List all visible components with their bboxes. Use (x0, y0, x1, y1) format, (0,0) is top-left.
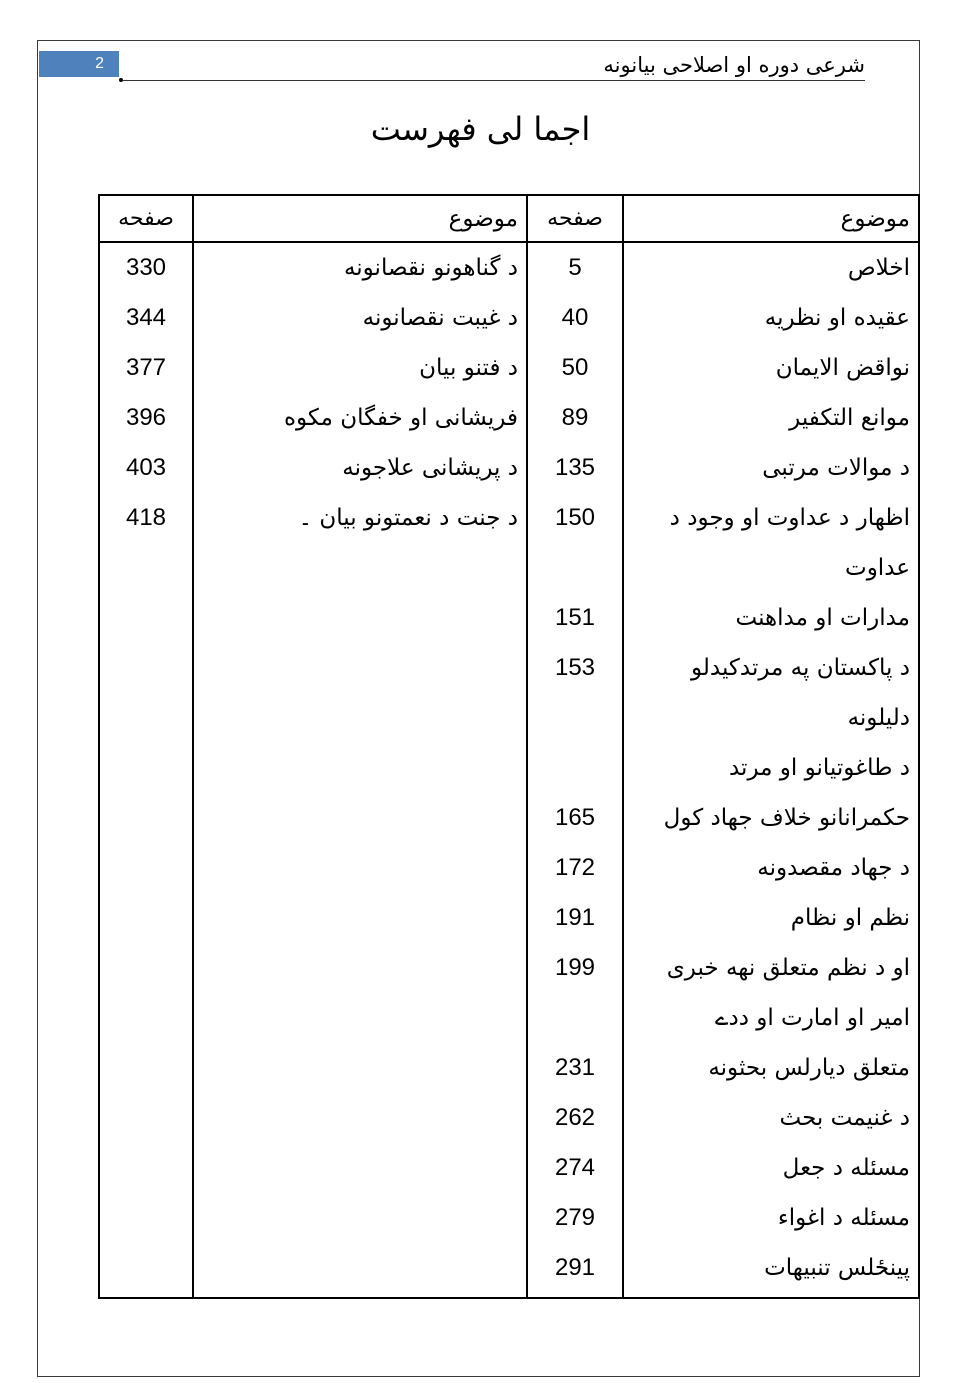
page-cell (99, 943, 193, 993)
topic-cell (193, 1093, 527, 1143)
topic-cell (193, 543, 527, 593)
topic-cell (193, 943, 527, 993)
page-cell: 150 (527, 493, 623, 543)
table-row (99, 1193, 919, 1243)
page-cell (99, 1093, 193, 1143)
page-cell: 40 (527, 293, 623, 343)
table-body (99, 242, 919, 1298)
table-row (99, 743, 919, 793)
topic-cell: فریشانی او خفگان مکوه (193, 393, 527, 443)
topic-cell: مسئله د جعل (623, 1143, 919, 1193)
page-cell: 231 (527, 1043, 623, 1093)
table-row (99, 293, 919, 343)
topic-cell: د فتنو بیان (193, 343, 527, 393)
topic-cell (193, 1193, 527, 1243)
topic-cell: پینځلس تنبیهات (623, 1243, 919, 1293)
table-row (99, 993, 919, 1043)
page-cell: 291 (527, 1243, 623, 1293)
table-row (99, 393, 919, 443)
table-row (99, 643, 919, 693)
page-cell: 89 (527, 393, 623, 443)
topic-cell (193, 1043, 527, 1093)
topic-cell (193, 893, 527, 943)
topic-cell (193, 743, 527, 793)
table-row (99, 693, 919, 743)
topic-cell (193, 993, 527, 1043)
table-row (99, 893, 919, 943)
topic-cell: د طاغوتیانو او مرتد (623, 743, 919, 793)
page-cell (99, 743, 193, 793)
running-title: شرعی دوره او اصلاحی بیانونه (603, 53, 865, 77)
table-row (99, 943, 919, 993)
page-cell (527, 693, 623, 743)
empty-cell (623, 1293, 919, 1298)
page-cell (99, 693, 193, 743)
page-cell: 344 (99, 293, 193, 343)
page-cell (527, 993, 623, 1043)
header-page: صفحه (527, 195, 623, 242)
topic-cell: د جهاد مقصدونه (623, 843, 919, 893)
table-row (99, 593, 919, 643)
table-header-row (99, 195, 919, 242)
header-topic: موضوع (193, 195, 527, 242)
table-row (99, 843, 919, 893)
header-page: صفحه (99, 195, 193, 242)
page-cell: 191 (527, 893, 623, 943)
page-cell (99, 993, 193, 1043)
topic-cell: اخلاص (623, 242, 919, 293)
topic-cell (193, 593, 527, 643)
table-row (99, 343, 919, 393)
page-cell: 151 (527, 593, 623, 643)
topic-cell: د غیبت نقصانونه (193, 293, 527, 343)
topic-cell: متعلق دیارلس بحثونه (623, 1043, 919, 1093)
page-cell: 377 (99, 343, 193, 393)
page-cell (99, 1143, 193, 1193)
topic-cell (193, 843, 527, 893)
table-row (99, 1043, 919, 1093)
page-cell: 418 (99, 493, 193, 543)
topic-cell: د غنیمت بحث (623, 1093, 919, 1143)
topic-cell: او د نظم متعلق نهه خبری (623, 943, 919, 993)
page-cell: 403 (99, 443, 193, 493)
table-row (99, 543, 919, 593)
page-cell: 135 (527, 443, 623, 493)
page-cell (99, 1043, 193, 1093)
table-filler-row (99, 1293, 919, 1298)
page-cell (99, 593, 193, 643)
topic-cell: د جنت د نعمتونو بیان ۔ (193, 493, 527, 543)
page-cell: 50 (527, 343, 623, 393)
page-cell: 262 (527, 1093, 623, 1143)
topic-cell: د پاکستان په مرتدکیدلو (623, 643, 919, 693)
topic-cell: نظم او نظام (623, 893, 919, 943)
page-cell (99, 543, 193, 593)
topic-cell: د موالات مرتبی (623, 443, 919, 493)
page-cell (99, 843, 193, 893)
topic-cell: عقیده او نظریه (623, 293, 919, 343)
topic-cell (193, 793, 527, 843)
empty-cell (527, 1293, 623, 1298)
page-title: اجما لی فهرست (370, 110, 591, 148)
page-cell: 396 (99, 393, 193, 443)
page-cell: 165 (527, 793, 623, 843)
page-number-badge: 2 (39, 51, 119, 77)
page-cell: 172 (527, 843, 623, 893)
page-cell: 279 (527, 1193, 623, 1243)
page-cell: 199 (527, 943, 623, 993)
page-cell (99, 1193, 193, 1243)
table-row (99, 242, 919, 293)
table-row (99, 1093, 919, 1143)
topic-cell: مدارات او مداهنت (623, 593, 919, 643)
page-cell: 153 (527, 643, 623, 693)
page-cell (99, 643, 193, 693)
topic-cell: دلیلونه (623, 693, 919, 743)
topic-cell (193, 1243, 527, 1293)
empty-cell (99, 1293, 193, 1298)
page-cell: 330 (99, 242, 193, 293)
topic-cell: امیر او امارت او ددے (623, 993, 919, 1043)
empty-cell (193, 1293, 527, 1298)
topic-cell: د گناهونو نقصانونه (193, 242, 527, 293)
page-cell (527, 743, 623, 793)
topic-cell: موانع التکفیر (623, 393, 919, 443)
page-cell (99, 793, 193, 843)
page-cell: 5 (527, 242, 623, 293)
topic-cell: نواقض الایمان (623, 343, 919, 393)
topic-cell: حکمرانانو خلاف جهاد کول (623, 793, 919, 843)
topic-cell: اظهار د عداوت او وجود د (623, 493, 919, 543)
table-row (99, 793, 919, 843)
topic-cell (193, 693, 527, 743)
table-row (99, 1243, 919, 1293)
page-cell: 274 (527, 1143, 623, 1193)
contents-table (98, 194, 920, 1299)
page-cell (99, 893, 193, 943)
header-rule (123, 80, 865, 81)
table-row (99, 493, 919, 543)
topic-cell: مسئله د اغواء (623, 1193, 919, 1243)
page-cell (527, 543, 623, 593)
header-topic: موضوع (623, 195, 919, 242)
table-row (99, 443, 919, 493)
topic-cell (193, 643, 527, 693)
table-row (99, 1143, 919, 1193)
topic-cell: عداوت (623, 543, 919, 593)
topic-cell: د پریشانی علاجونه (193, 443, 527, 493)
page-cell (99, 1243, 193, 1293)
topic-cell (193, 1143, 527, 1193)
